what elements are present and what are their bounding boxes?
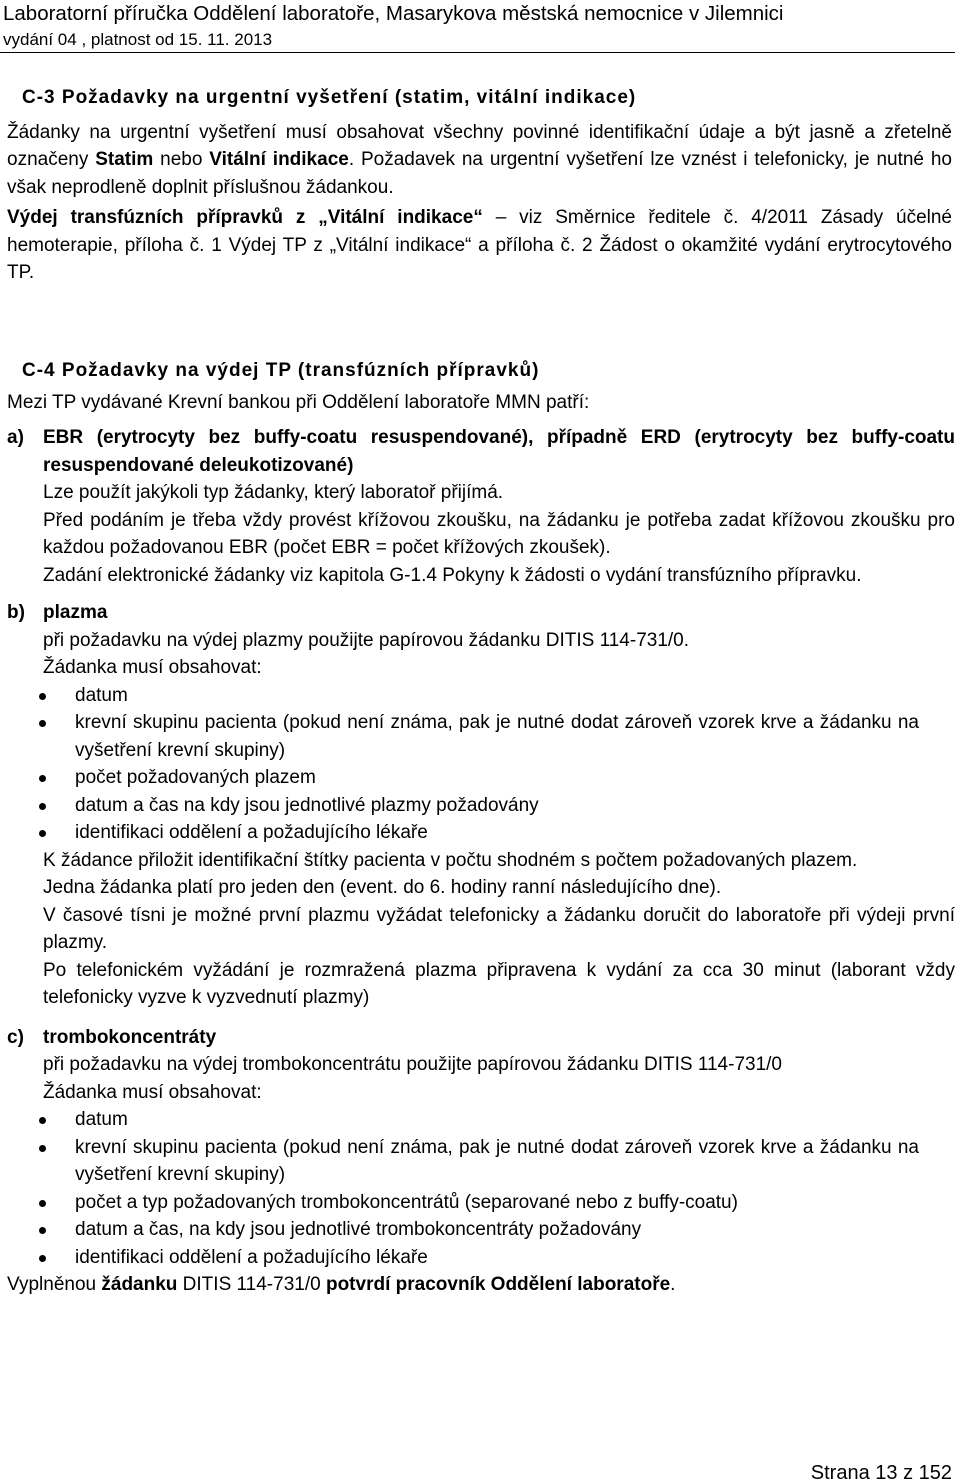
- list-item: [7, 1134, 919, 1189]
- list-item: [7, 1244, 919, 1272]
- list-item-text: identifikaci oddělení a požadujícího lékaře: [75, 822, 428, 843]
- page-number: Strana 13 z 152: [810, 1462, 952, 1484]
- text-run-bold: žádanku: [101, 1274, 178, 1295]
- header-edition: vydání 04 , platnost od 15. 11. 2013: [3, 30, 273, 49]
- section-c3: [7, 84, 957, 287]
- list-item: [7, 1106, 919, 1134]
- text-run-bold: Vitální indikace: [209, 149, 349, 170]
- item-c: [7, 1024, 957, 1299]
- item-a-line-1: Lze použít jakýkoli typ žádanky, který laboratoř přijímá.: [43, 482, 504, 503]
- bullet-icon: [39, 775, 46, 782]
- list-item-text: datum a čas, na kdy jsou jednotlivé trombokoncentráty požadovány: [75, 1219, 642, 1240]
- header-title: Laboratorní příručka Oddělení laboratoře, Masarykova městská nemocnice v Jilemnici: [3, 2, 784, 25]
- bullet-icon: [39, 1145, 46, 1152]
- bullet-icon: [39, 1117, 46, 1124]
- bullet-icon: [39, 1255, 46, 1262]
- list-item-text: datum a čas na kdy jsou jednotlivé plazmy požadovány: [75, 794, 539, 816]
- item-c-must-contain: Žádanka musí obsahovat:: [43, 1081, 262, 1103]
- section-c3-paragraph-2: [7, 204, 952, 287]
- item-c-final-line: [7, 1271, 919, 1299]
- list-item-text: počet požadovaných plazem: [75, 767, 316, 788]
- list-item-text: datum: [75, 684, 128, 706]
- item-b-paragraph-3: V časové tísni je možné první plazmu vyžádat telefonicky a žádanku doručit do laboratoře při výdeji první plazmy.: [43, 904, 955, 953]
- text-run: Žádanky na urgentní vyšetření musí obsahovat všechny povinné identifikační údaje a být jasně a zřetelně označeny: [7, 121, 952, 170]
- document-header: [3, 0, 953, 51]
- list-item: [7, 1189, 919, 1217]
- item-b-must-contain: Žádanka musí obsahovat:: [43, 657, 262, 678]
- text-run: Vyplněnou: [7, 1274, 102, 1295]
- item-a: [7, 424, 957, 589]
- section-c3-paragraph-1: [7, 119, 952, 202]
- bullet-icon: [39, 693, 46, 700]
- item-c-line-1: při požadavku na výdej trombokoncentrátu použijte papírovou žádanku DITIS 114-731/0: [43, 1054, 782, 1075]
- bullet-icon: [39, 830, 46, 837]
- text-run: nebo: [153, 149, 210, 170]
- text-run: – viz Směrnice ředitele č. 4/2011 Zásady účelné hemoterapie, příloha č. 1 Výdej TP z „Vitální indikace“ a příloha č. 2 Žádost o okamžité vydání erytrocytového TP.: [7, 207, 952, 283]
- section-c3-heading: C-3 Požadavky na urgentní vyšetření (statim, vitální indikace): [22, 87, 637, 108]
- bullet-icon: [39, 720, 46, 727]
- text-run-bold: Statim: [95, 149, 154, 170]
- bullet-icon: [39, 1200, 46, 1207]
- item-b-line-1: při požadavku na výdej plazmy použijte papírovou žádanku DITIS 114-731/0.: [43, 629, 690, 651]
- section-c4: [7, 357, 957, 1299]
- item-b-paragraph-2: Jedna žádanka platí pro jeden den (event. do 6. hodiny ranní následujícího dne).: [43, 877, 722, 898]
- item-b-title: plazma: [43, 602, 108, 623]
- item-b-bullet-list: [7, 682, 957, 847]
- section-c4-intro: Mezi TP vydávané Krevní bankou při Oddělení laboratoře MMN patří:: [7, 391, 590, 413]
- section-c4-heading: C-4 Požadavky na výdej TP (transfúzních přípravků): [22, 360, 540, 381]
- item-c-bullet-list: [7, 1106, 957, 1271]
- list-item-text: krevní skupinu pacienta (pokud není známa, pak je nutné dodat zároveň vzorek krve a žádanku na vyšetření krevní skupiny): [75, 712, 919, 761]
- text-run: .: [670, 1274, 676, 1295]
- text-run: DITIS 114-731/0: [177, 1274, 326, 1295]
- list-item: [7, 709, 919, 764]
- item-a-line-3: Zadání elektronické žádanky viz kapitola G-1.4 Pokyny k žádosti o vydání transfúzního přípravku.: [43, 564, 862, 586]
- item-letter: c): [7, 1026, 24, 1048]
- text-run-bold: potvrdí pracovník Oddělení laboratoře: [325, 1274, 671, 1295]
- list-item-text: krevní skupinu pacienta (pokud není známa, pak je nutné dodat zároveň vzorek krve a žádanku na vyšetření krevní skupiny): [75, 1136, 919, 1185]
- bullet-icon: [39, 1227, 46, 1234]
- item-b: [7, 599, 957, 1012]
- item-c-title: trombokoncentráty: [43, 1026, 217, 1048]
- list-item: [7, 682, 919, 710]
- item-a-title: EBR (erytrocyty bez buffy-coatu resuspendované), případně ERD (erytrocyty bez buffy-coatu resuspendované deleukotizované): [43, 427, 955, 476]
- header-divider: [0, 52, 955, 53]
- text-run: . Požadavek na urgentní vyšetření lze vznést i telefonicky, je nutné ho však neprodleně doplnit příslušnou žádankou.: [7, 149, 952, 198]
- list-item: [7, 819, 919, 847]
- item-letter: b): [7, 602, 25, 623]
- text-run-bold: Výdej transfúzních přípravků z „Vitální indikace“: [7, 207, 483, 228]
- item-b-paragraph-4: Po telefonickém vyžádání je rozmražená plazma připravena k vydání za cca 30 minut (laborant vždy telefonicky vyzve k vyzvednutí plazmy): [43, 959, 955, 1008]
- item-a-line-2: Před podáním je třeba vždy provést křížovou zkoušku, na žádanku je potřeba zadat křížovou zkoušku pro každou požadovanou EBR (počet EBR = počet křížových zkoušek).: [43, 509, 955, 558]
- bullet-icon: [39, 803, 46, 810]
- list-item: [7, 1216, 919, 1244]
- list-item: [7, 764, 919, 792]
- list-item-text: počet a typ požadovaných trombokoncentrátů (separované nebo z buffy-coatu): [75, 1191, 738, 1213]
- list-item-text: datum: [75, 1109, 128, 1130]
- list-item-text: identifikaci oddělení a požadujícího lékaře: [75, 1246, 428, 1268]
- list-item: [7, 792, 919, 820]
- item-b-paragraph-1: K žádance přiložit identifikační štítky pacienta v počtu shodném s počtem požadovaných plazem.: [43, 849, 858, 871]
- item-letter: a): [7, 427, 24, 448]
